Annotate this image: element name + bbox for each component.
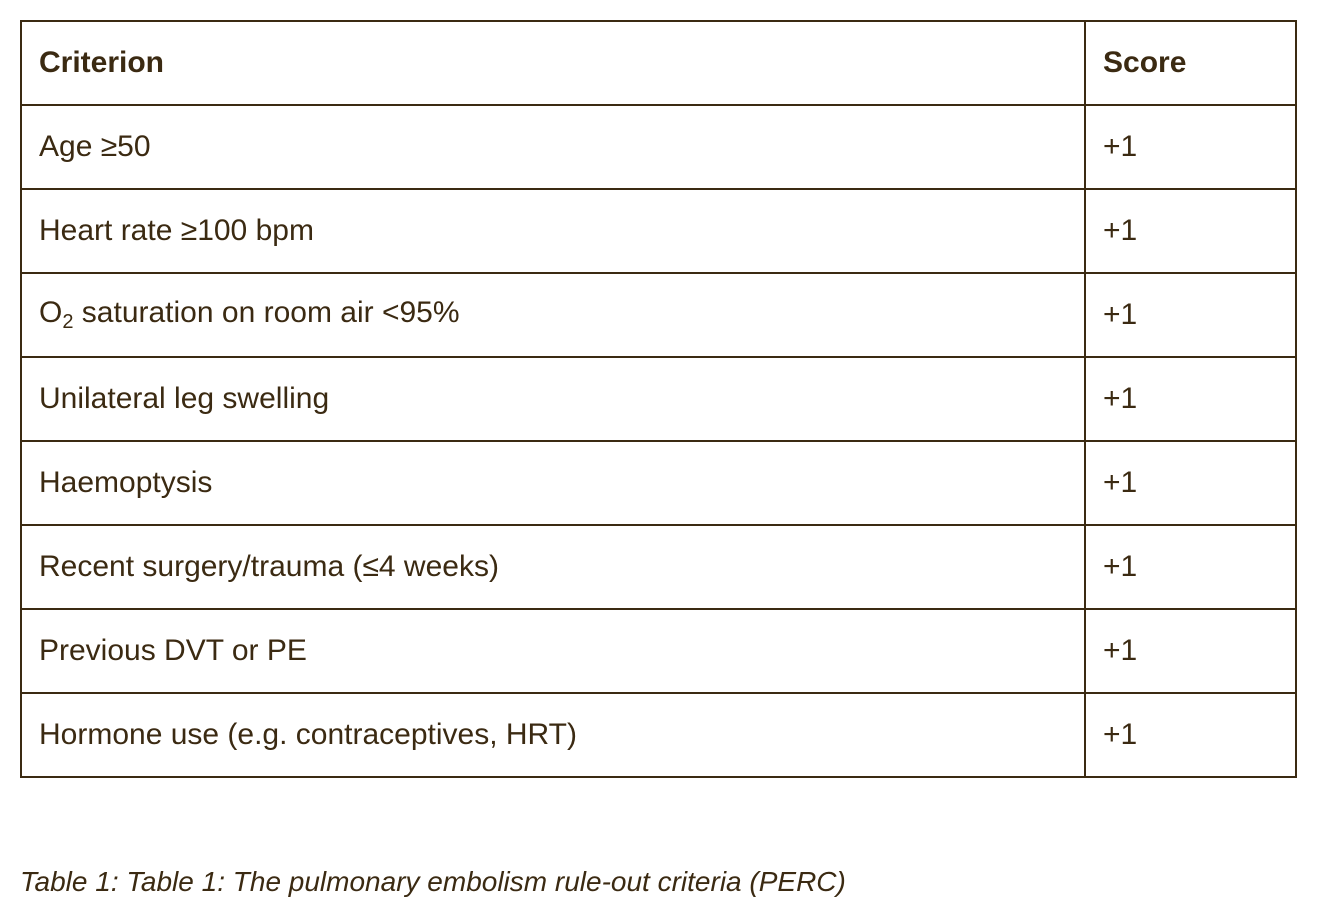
table-row bbox=[21, 273, 1296, 357]
score-cell: +1 bbox=[1085, 609, 1296, 693]
score-cell: +1 bbox=[1085, 273, 1296, 357]
criterion-subscript: 2 bbox=[62, 311, 74, 333]
criterion-cell bbox=[21, 273, 1085, 357]
perc-table bbox=[20, 20, 1297, 778]
table-row bbox=[21, 609, 1296, 693]
score-cell: +1 bbox=[1085, 525, 1296, 609]
column-header-score: Score bbox=[1085, 21, 1296, 105]
score-cell: +1 bbox=[1085, 441, 1296, 525]
criterion-cell: Haemoptysis bbox=[21, 441, 1085, 525]
table-row bbox=[21, 105, 1296, 189]
table-row bbox=[21, 693, 1296, 777]
table-row bbox=[21, 525, 1296, 609]
score-cell: +1 bbox=[1085, 105, 1296, 189]
criterion-cell: Recent surgery/trauma (≤4 weeks) bbox=[21, 525, 1085, 609]
score-cell: +1 bbox=[1085, 189, 1296, 273]
score-cell: +1 bbox=[1085, 357, 1296, 441]
table-caption: Table 1: Table 1: The pulmonary embolism rule-out criteria (PERC) bbox=[20, 866, 846, 897]
criterion-cell: Heart rate ≥100 bpm bbox=[21, 189, 1085, 273]
table-row bbox=[21, 357, 1296, 441]
criterion-cell: Previous DVT or PE bbox=[21, 609, 1085, 693]
score-cell: +1 bbox=[1085, 693, 1296, 777]
criterion-prefix: O bbox=[39, 296, 63, 329]
criterion-suffix: saturation on room air <95% bbox=[73, 296, 460, 329]
column-header-criterion: Criterion bbox=[21, 21, 1085, 105]
table-row bbox=[21, 441, 1296, 525]
criterion-cell: Unilateral leg swelling bbox=[21, 357, 1085, 441]
table-header-row bbox=[21, 21, 1296, 105]
criterion-cell: Hormone use (e.g. contraceptives, HRT) bbox=[21, 693, 1085, 777]
table-row bbox=[21, 189, 1296, 273]
criterion-cell: Age ≥50 bbox=[21, 105, 1085, 189]
